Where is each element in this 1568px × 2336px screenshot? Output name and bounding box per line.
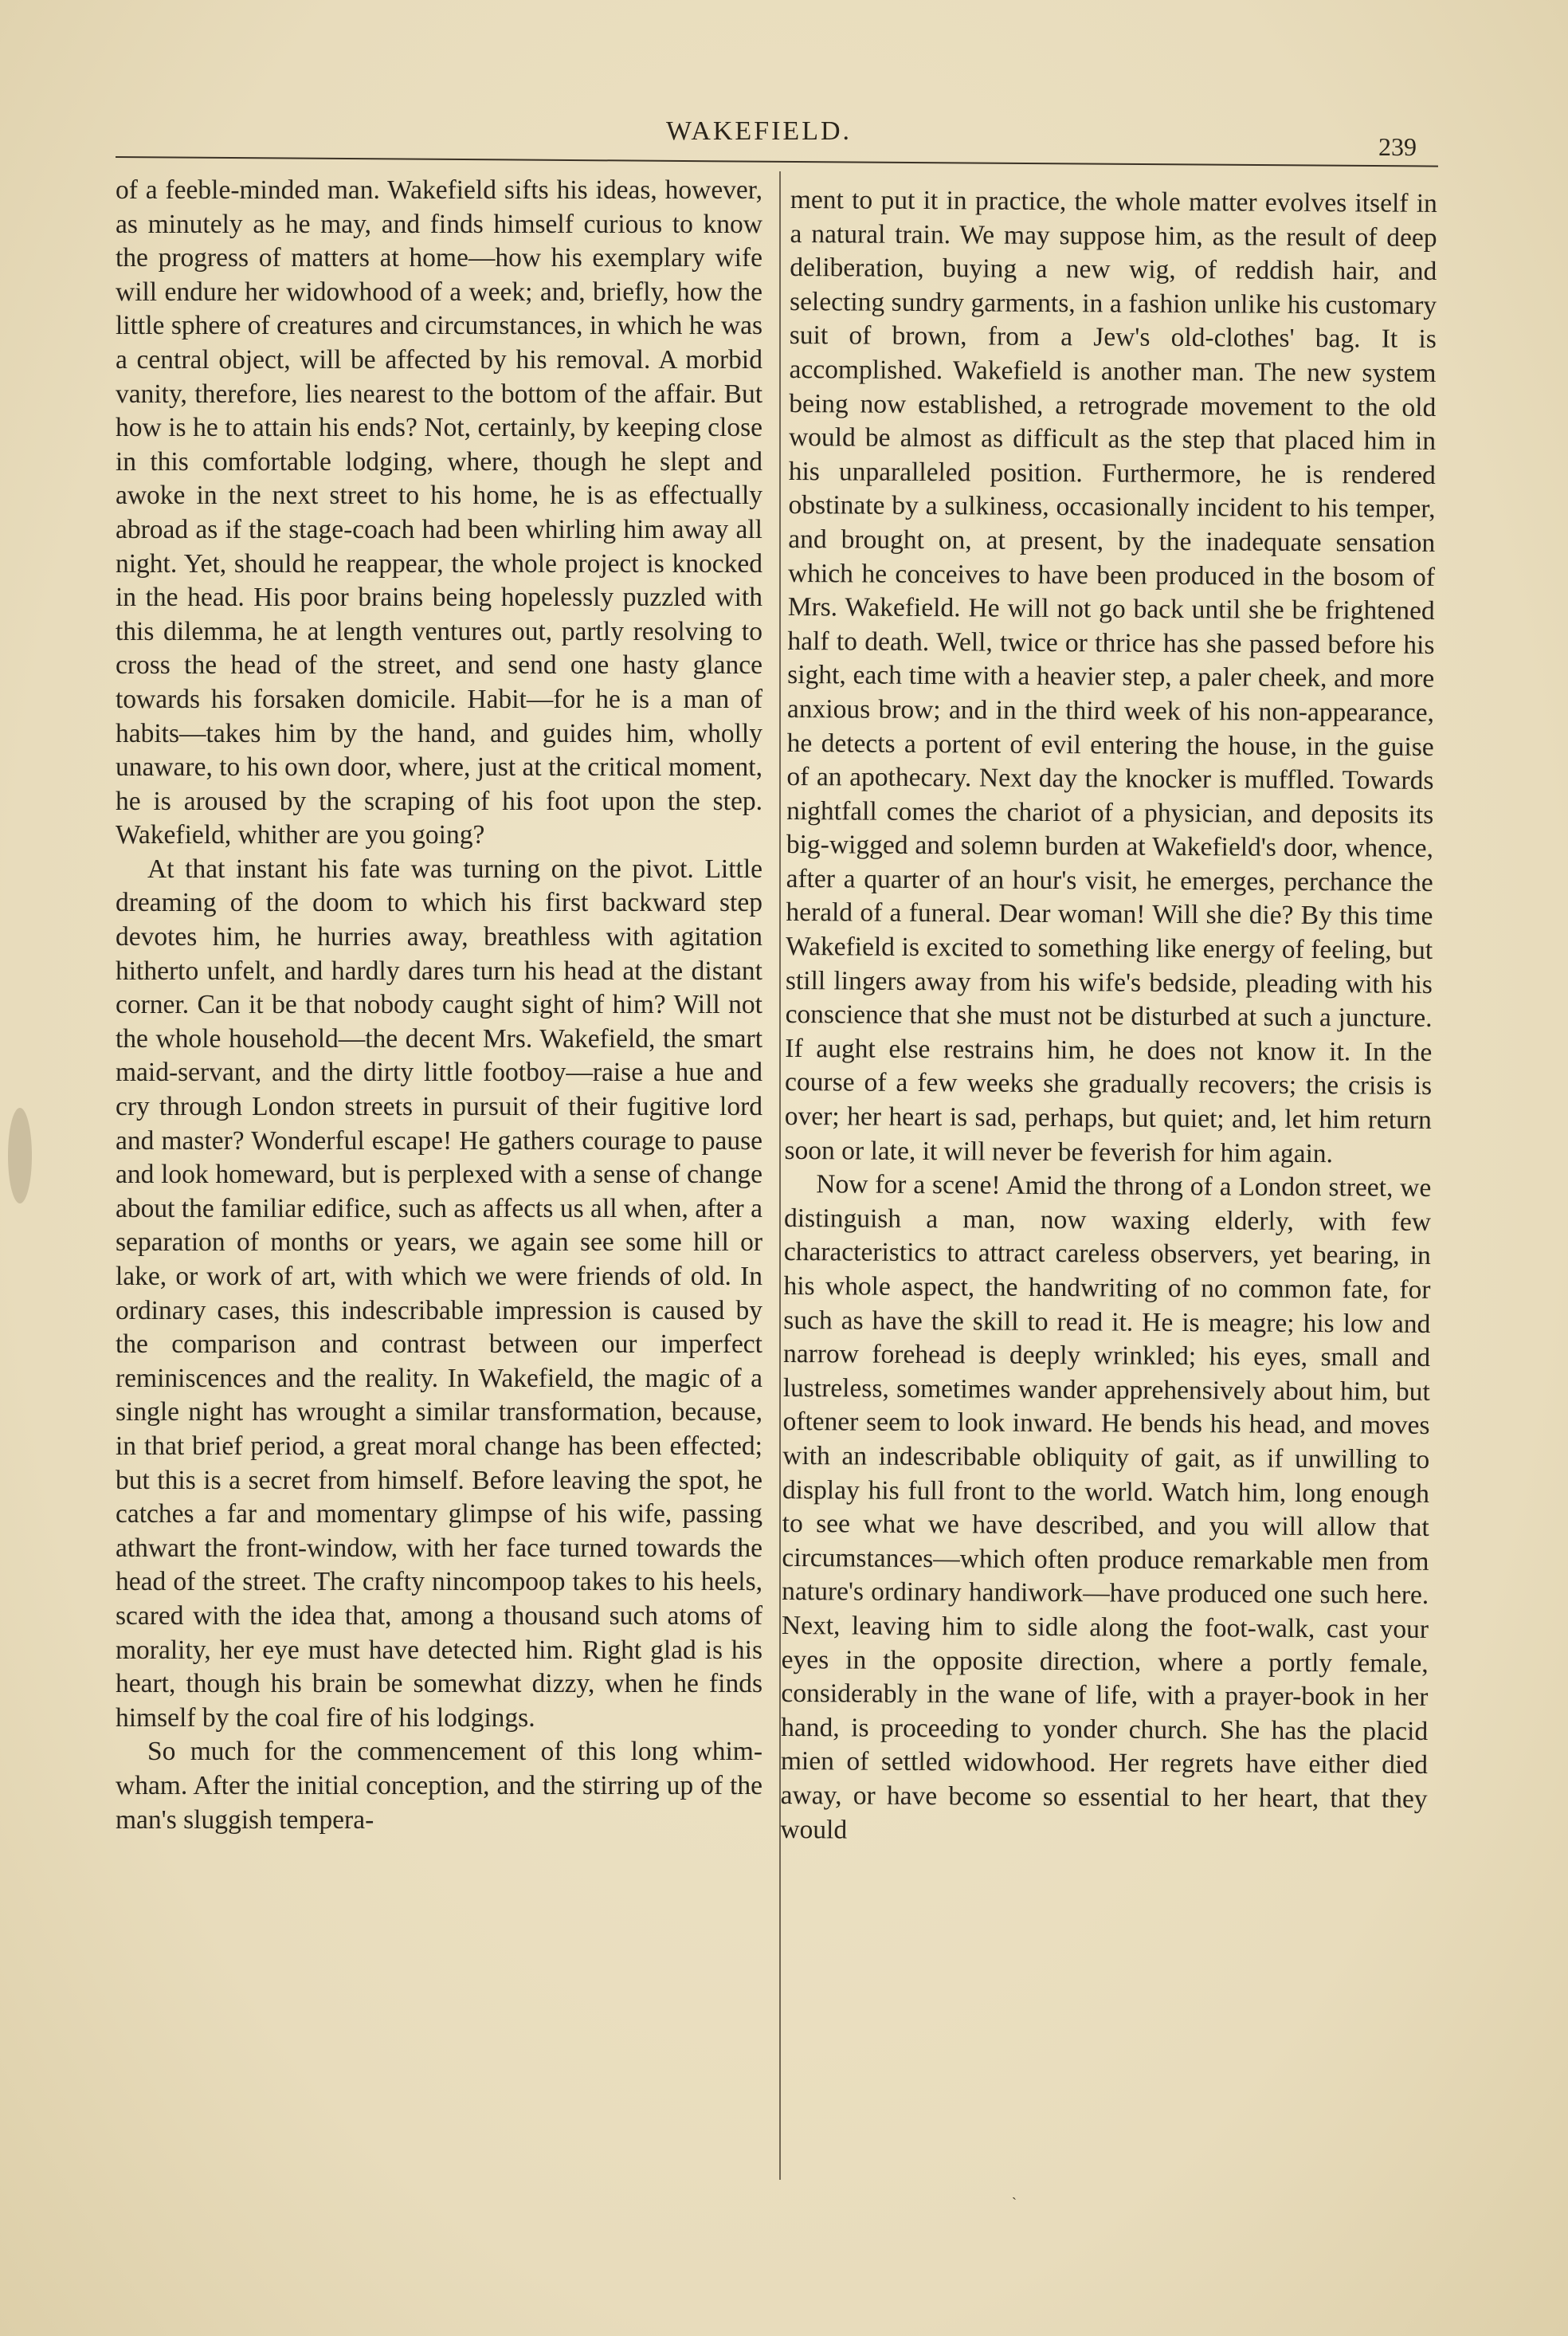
running-title: WAKEFIELD. (666, 116, 853, 146)
paragraph: At that instant his fate was turning on the pivot. Little dreaming of the doom to which his first backward step devotes him, he hurries away, breathless with agitation hitherto unfelt, and hardly dares turn his head at the distant corner. Can it be that nobody caught sight of him? Will not the whole household—the decent Mrs. Wakefield, the smart maid-servant, and the dirty little footboy—raise a hue and cry through London streets in pursuit of their fugitive lord and master? Wonderful escape! He gathers courage to pause and look homeward, but is perplexed with a sense of change about the familiar edifice, such as affects us all when, after a separation of months or years, we again see some hill or lake, or work of art, with which we were friends of old. In ordinary cases, this indescribable impression is caused by the comparison and contrast between our imperfect reminiscences and the reality. In Wakefield, the magic of a single night has wrought a similar transformation, because, in that brief period, a great moral change has been effected; but this is a secret from himself. Before leaving the spot, he catches a far and momentary glimpse of his wife, passing athwart the front-window, with her face turned towards the head of the street. The crafty nincompoop takes to his heels, scared with the idea that, among a thousand such atoms of morality, her eye must have detected him. Right glad is his heart, though his brain be somewhat dizzy, when he finds himself by the coal fire of his lodgings. (116, 854, 762, 1733)
paragraph: Now for a scene! Amid the throng of a London street, we distinguish a man, now waxing elderly, with few characteristics to attract careless observers, yet bearing, in his whole aspect, the handwriting of no common fate, for such as have the skill to read it. He is meagre; his low and narrow forehead is deeply wrinkled; his eyes, small and lustreless, sometimes wander apprehensively about him, but oftener seem to look inward. He bends his head, and moves with an indescribable obliquity of gait, as if unwilling to display his full front to the world. Watch him, long enough to see what we have described, and you will allow that circumstances—which often produce remarkable men from nature's ordinary handiwork—have produced one such here. Next, leaving him to sidle along the foot-walk, cast your eyes in the opposite direction, where a portly female, considerably in the wane of life, with a prayer-book in her hand, is proceeding to yonder church. She has the placid mien of settled widowhood. Her regrets have either died away, or have become so essential to her heart, that they would (780, 1169, 1432, 1844)
right-column (780, 183, 1437, 1851)
page-smudge (8, 1108, 32, 1203)
left-column (116, 174, 762, 1837)
paragraph: So much for the commencement of this long whim-wham. After the initial conception, and the stirring up of the man's sluggish tempera- (116, 1737, 762, 1835)
page-number: 239 (1378, 132, 1417, 161)
paragraph: ment to put it in practice, the whole matter evolves itself in a natural train. We may suppose him, as the result of deep deliberation, buying a new wig, of reddish hair, and selecting sundry garments, in a fashion unlike his customary suit of brown, from a Jew's old-clothes' bag. It is accomplished. Wakefield is another man. The new system being now established, a retrograde movement to the old would be almost as difficult as the step that placed him in his unparalleled position. Furthermore, he is rendered obstinate by a sulkiness, occasionally incident to his temper, and brought on, at present, by the inadequate sensation which he conceives to have been produced in the bosom of Mrs. Wakefield. He will not go back until she be frightened half to death. Well, twice or thrice has she passed before his sight, each time with a heavier step, a paler cheek, and more anxious brow; and in the third week of his non-appearance, he detects a portent of evil entering the house, in the guise of an apothecary. Next day the knocker is muffled. Towards nightfall comes the chariot of a physician, and deposits its big-wigged and solemn burden at Wakefield's door, whence, after a quarter of an hour's visit, he emerges, perchance the herald of a funeral. Dear woman! Will she die? By this time Wakefield is excited to something like energy of feeling, but still lingers away from his wife's bedside, pleading with his conscience that she must not be disturbed at such a juncture. If aught else restrains him, he does not know it. In the course of a few weeks she gradually recovers; the crisis is over; her heart is sad, perhaps, but quiet; and, let him return soon or late, it will never be feverish for him again. (784, 184, 1437, 1168)
print-mark: ˎ (1012, 2184, 1017, 2201)
paragraph: of a feeble-minded man. Wakefield sifts his ideas, however, as minutely as he may, and finds himself curious to know the progress of matters at home—how his exemplary wife will endure her widowhood of a week; and, briefly, how the little sphere of creatures and circumstances, in which he was a central object, will be affected by his removal. A morbid vanity, therefore, lies nearest to the bottom of the affair. But how is he to attain his ends? Not, certainly, by keeping close in this comfortable lodging, where, though he slept and awoke in the next street to his home, he is as effectually abroad as if the stage-coach had been whirling him away all night. Yet, should he reappear, the whole project is knocked in the head. His poor brains being hopelessly puzzled with this dilemma, he at length ventures out, partly resolving to cross the head of the street, and send one hasty glance towards his forsaken domicile. Habit—for he is a man of habits—takes him by the hand, and guides him, wholly unaware, to his own door, where, just at the critical moment, he is aroused by the scraping of his foot upon the step. Wakefield, whither are you going? (116, 175, 762, 850)
header-rule (116, 156, 1438, 167)
column-divider (779, 171, 781, 2180)
